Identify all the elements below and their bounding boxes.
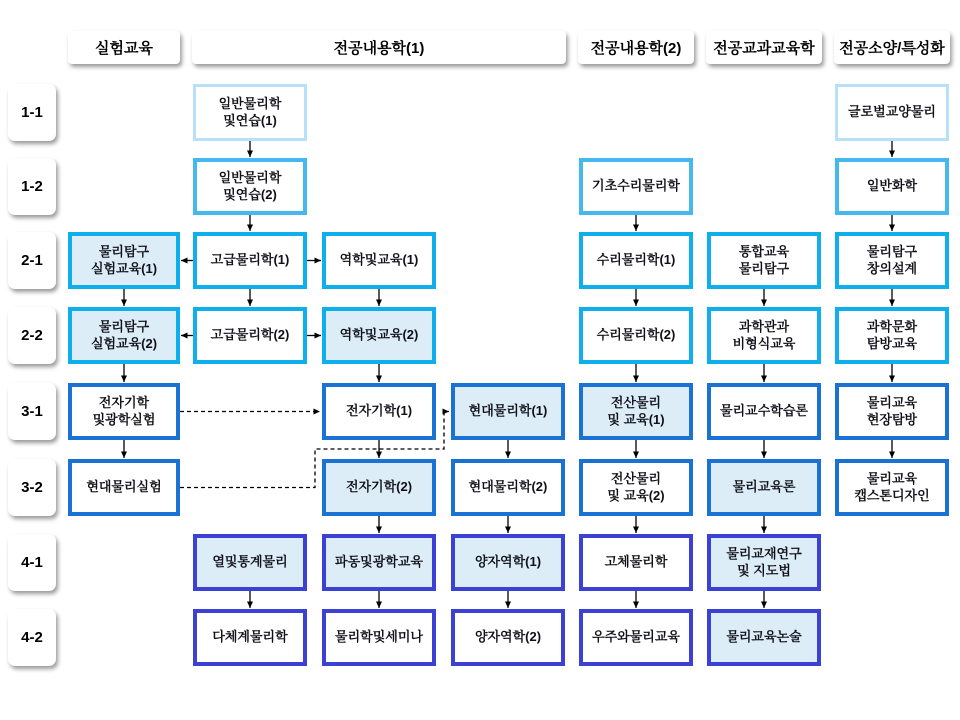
course-label-line: 전자기학(1) (345, 403, 413, 419)
course-box-solid (579, 534, 693, 591)
course-box-basicmath (579, 158, 693, 215)
course-label-line: 및연습(2) (223, 186, 277, 202)
column-header-liberal-specialization: 전공소양/특성화 (834, 31, 950, 64)
course-label-line: 물리교육론 (732, 479, 796, 495)
course-label-line: 물리탐구 (98, 243, 150, 259)
course-box-materials (707, 534, 821, 591)
course-label-line: 현장탐방 (866, 411, 918, 427)
course-box-creative (835, 232, 949, 289)
course-box-global (835, 84, 949, 141)
course-box-genchem (835, 158, 949, 215)
course-box-emolab (68, 383, 180, 440)
course-box-comp1 (579, 383, 693, 440)
course-box-integ (707, 232, 821, 289)
course-label-line: 일반물리학 (218, 169, 282, 185)
course-label-line: 실험교육(2) (90, 335, 158, 351)
course-label-line: 전자기학 (98, 394, 150, 410)
course-box-em1 (322, 383, 436, 440)
course-label-line: 물리탐구 (738, 260, 790, 276)
course-label-line: 비형식교육 (732, 335, 796, 351)
course-label-line: 전자기학(2) (345, 479, 413, 495)
course-box-adv1 (193, 232, 307, 289)
course-label-line: 글로벌교양물리 (848, 104, 936, 120)
course-label-line: 현대물리실험 (86, 479, 162, 495)
course-label-line: 과학관과 (738, 318, 790, 334)
course-box-field (835, 383, 949, 440)
course-label-line: 수리물리학(1) (596, 252, 676, 268)
course-label-line: 현대물리학(1) (468, 403, 548, 419)
row-label-2-1: 2-1 (8, 232, 56, 289)
course-box-modern1 (451, 383, 565, 440)
course-box-thermo (193, 534, 307, 591)
course-label-line: 우주와물리교육 (592, 629, 680, 645)
course-label-line: 및 교육(1) (607, 411, 665, 427)
course-label-line: 파동및광학교육 (335, 554, 423, 570)
course-box-museum (707, 307, 821, 364)
course-box-manybody (193, 609, 307, 666)
course-label-line: 및연습(1) (223, 112, 277, 128)
course-box-seminar (322, 609, 436, 666)
course-box-modlab (68, 459, 180, 516)
row-label-4-1: 4-1 (8, 534, 56, 591)
course-box-wave (322, 534, 436, 591)
course-label-line: 물리교수학습론 (720, 403, 808, 419)
course-label-line: 일반화학 (866, 178, 918, 194)
row-label-3-1: 3-1 (8, 383, 56, 440)
course-box-mech1 (322, 232, 436, 289)
course-label-line: 물리탐구 (98, 318, 150, 334)
course-label-line: 양자역학(2) (474, 629, 542, 645)
course-box-capstone (835, 459, 949, 516)
course-box-gp2 (193, 158, 307, 215)
course-box-exp2 (68, 307, 180, 364)
course-label-line: 및 교육(2) (607, 487, 665, 503)
column-header-major-content-2: 전공내용학(2) (578, 31, 694, 64)
course-box-math1 (579, 232, 693, 289)
course-label-line: 실험교육(1) (90, 260, 158, 276)
course-label-line: 고체물리학 (604, 554, 668, 570)
course-label-line: 기초수리물리학 (592, 178, 680, 194)
course-label-line: 일반물리학 (218, 95, 282, 111)
course-box-gp1 (193, 84, 307, 141)
course-label-line: 물리탐구 (866, 243, 918, 259)
course-label-line: 과학문화 (866, 318, 918, 334)
course-label-line: 캡스톤디자인 (854, 487, 930, 503)
row-label-1-2: 1-2 (8, 158, 56, 215)
course-label-line: 물리교재연구 (726, 545, 802, 561)
course-label-line: 양자역학(1) (474, 554, 542, 570)
course-label-line: 현대물리학(2) (468, 479, 548, 495)
column-header-experiment: 실험교육 (68, 31, 180, 64)
course-label-line: 통합교육 (738, 243, 790, 259)
course-label-line: 역학및교육(1) (339, 252, 419, 268)
course-box-qm2 (451, 609, 565, 666)
course-box-comp2 (579, 459, 693, 516)
row-label-2-2: 2-2 (8, 307, 56, 364)
course-box-essay (707, 609, 821, 666)
course-box-teach (707, 383, 821, 440)
course-label-line: 물리학및세미나 (335, 629, 423, 645)
course-label-line: 열및통계물리 (212, 554, 288, 570)
course-box-culture (835, 307, 949, 364)
course-label-line: 다체계물리학 (212, 629, 288, 645)
course-label-line: 물리교육 (866, 394, 918, 410)
course-box-exp1 (68, 232, 180, 289)
course-label-line: 탐방교육 (866, 335, 918, 351)
course-box-modern2 (451, 459, 565, 516)
course-label-line: 물리교육논술 (726, 629, 802, 645)
course-label-line: 고급물리학(1) (210, 252, 290, 268)
course-label-line: 및광학실험 (92, 411, 156, 427)
course-label-line: 역학및교육(2) (339, 327, 419, 343)
row-label-1-1: 1-1 (8, 84, 56, 141)
row-label-4-2: 4-2 (8, 609, 56, 666)
course-label-line: 수리물리학(2) (596, 327, 676, 343)
course-label-line: 창의설계 (866, 260, 918, 276)
column-header-subject-pedagogy: 전공교과교육학 (706, 31, 822, 64)
course-box-edutheory (707, 459, 821, 516)
row-label-3-2: 3-2 (8, 459, 56, 516)
course-label-line: 물리교육 (866, 470, 918, 486)
course-label-line: 고급물리학(2) (210, 327, 290, 343)
course-label-line: 전산물리 (610, 394, 662, 410)
course-box-mech2 (322, 307, 436, 364)
course-box-em2 (322, 459, 436, 516)
course-box-math2 (579, 307, 693, 364)
column-header-major-content-1: 전공내용학(1) (192, 31, 566, 64)
course-label-line: 및 지도법 (737, 562, 791, 578)
course-label-line: 전산물리 (610, 470, 662, 486)
course-box-adv2 (193, 307, 307, 364)
course-box-space (579, 609, 693, 666)
course-box-qm1 (451, 534, 565, 591)
